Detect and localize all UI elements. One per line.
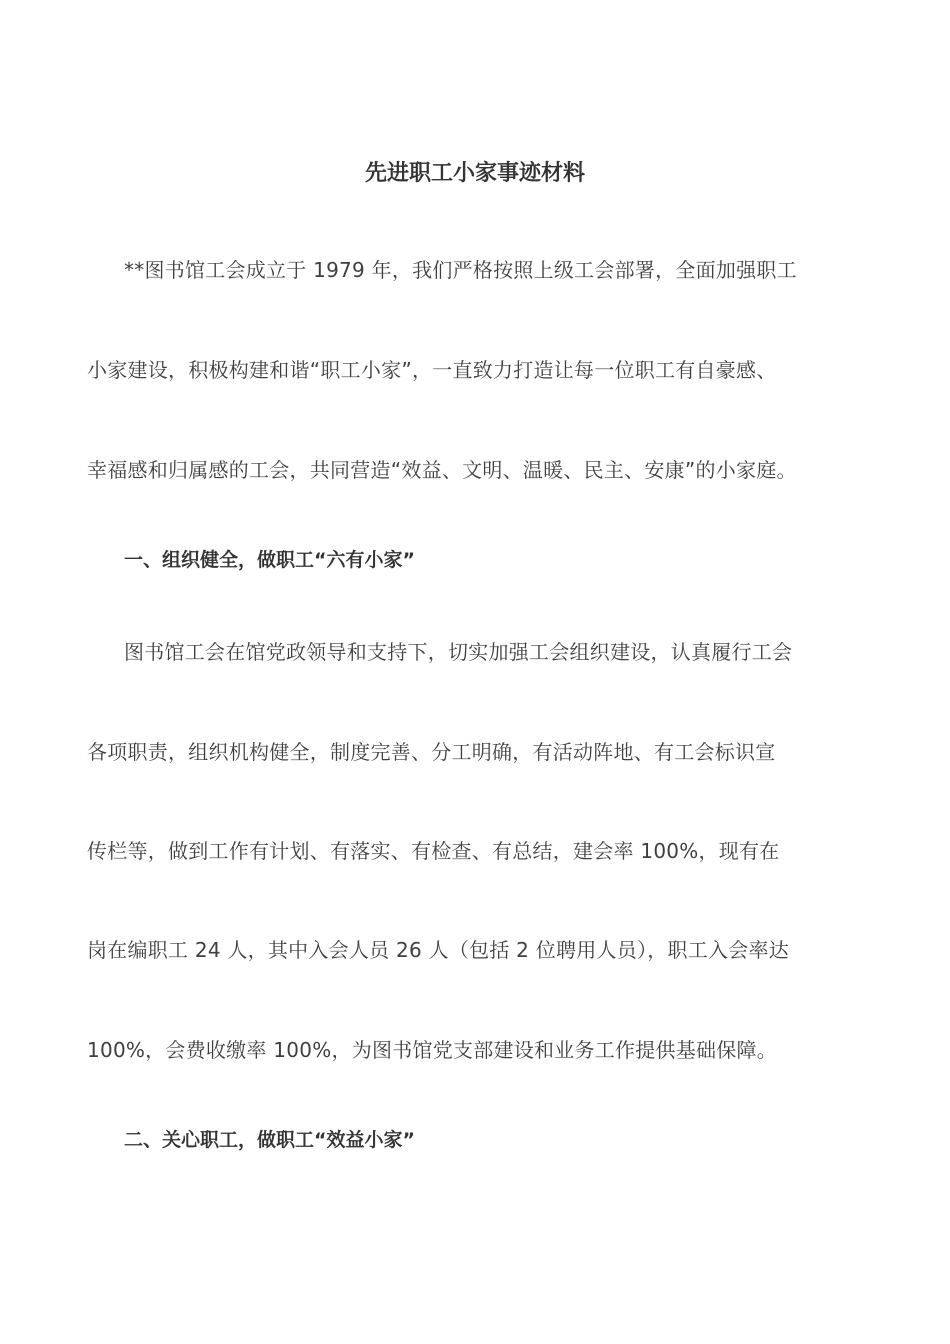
paragraph-line: **图书馆工会成立于 1979 年，我们严格按照上级工会部署，全面加强职工 xyxy=(124,258,797,282)
paragraph-line: 100%，会费收缴率 100%，为图书馆党支部建设和业务工作提供基础保障。 xyxy=(87,1038,777,1062)
paragraph-line: 岗在编职工 24 人，其中入会人员 26 人（包括 2 位聘用人员），职工入会率达 xyxy=(87,938,790,962)
document-title: 先进职工小家事迹材料 xyxy=(364,161,585,186)
paragraph-line: 各项职责，组织机构健全，制度完善、分工明确，有活动阵地、有工会标识宣 xyxy=(87,740,776,764)
paragraph-line: 图书馆工会在馆党政领导和支持下，切实加强工会组织建设，认真履行工会 xyxy=(124,640,793,664)
section-heading-1: 一、组织健全，做职工“六有小家” xyxy=(124,549,415,571)
section-heading-2: 二、关心职工，做职工“效益小家” xyxy=(124,1129,415,1151)
paragraph-line: 小家建设，积极构建和谐“职工小家”，一直致力打造让每一位职工有自豪感、 xyxy=(87,358,777,382)
paragraph-line: 传栏等，做到工作有计划、有落实、有检查、有总结，建会率 100%，现有在 xyxy=(87,839,780,863)
paragraph-line: 幸福感和归属感的工会，共同营造“效益、文明、温暖、民主、安康”的小家庭。 xyxy=(87,458,797,482)
